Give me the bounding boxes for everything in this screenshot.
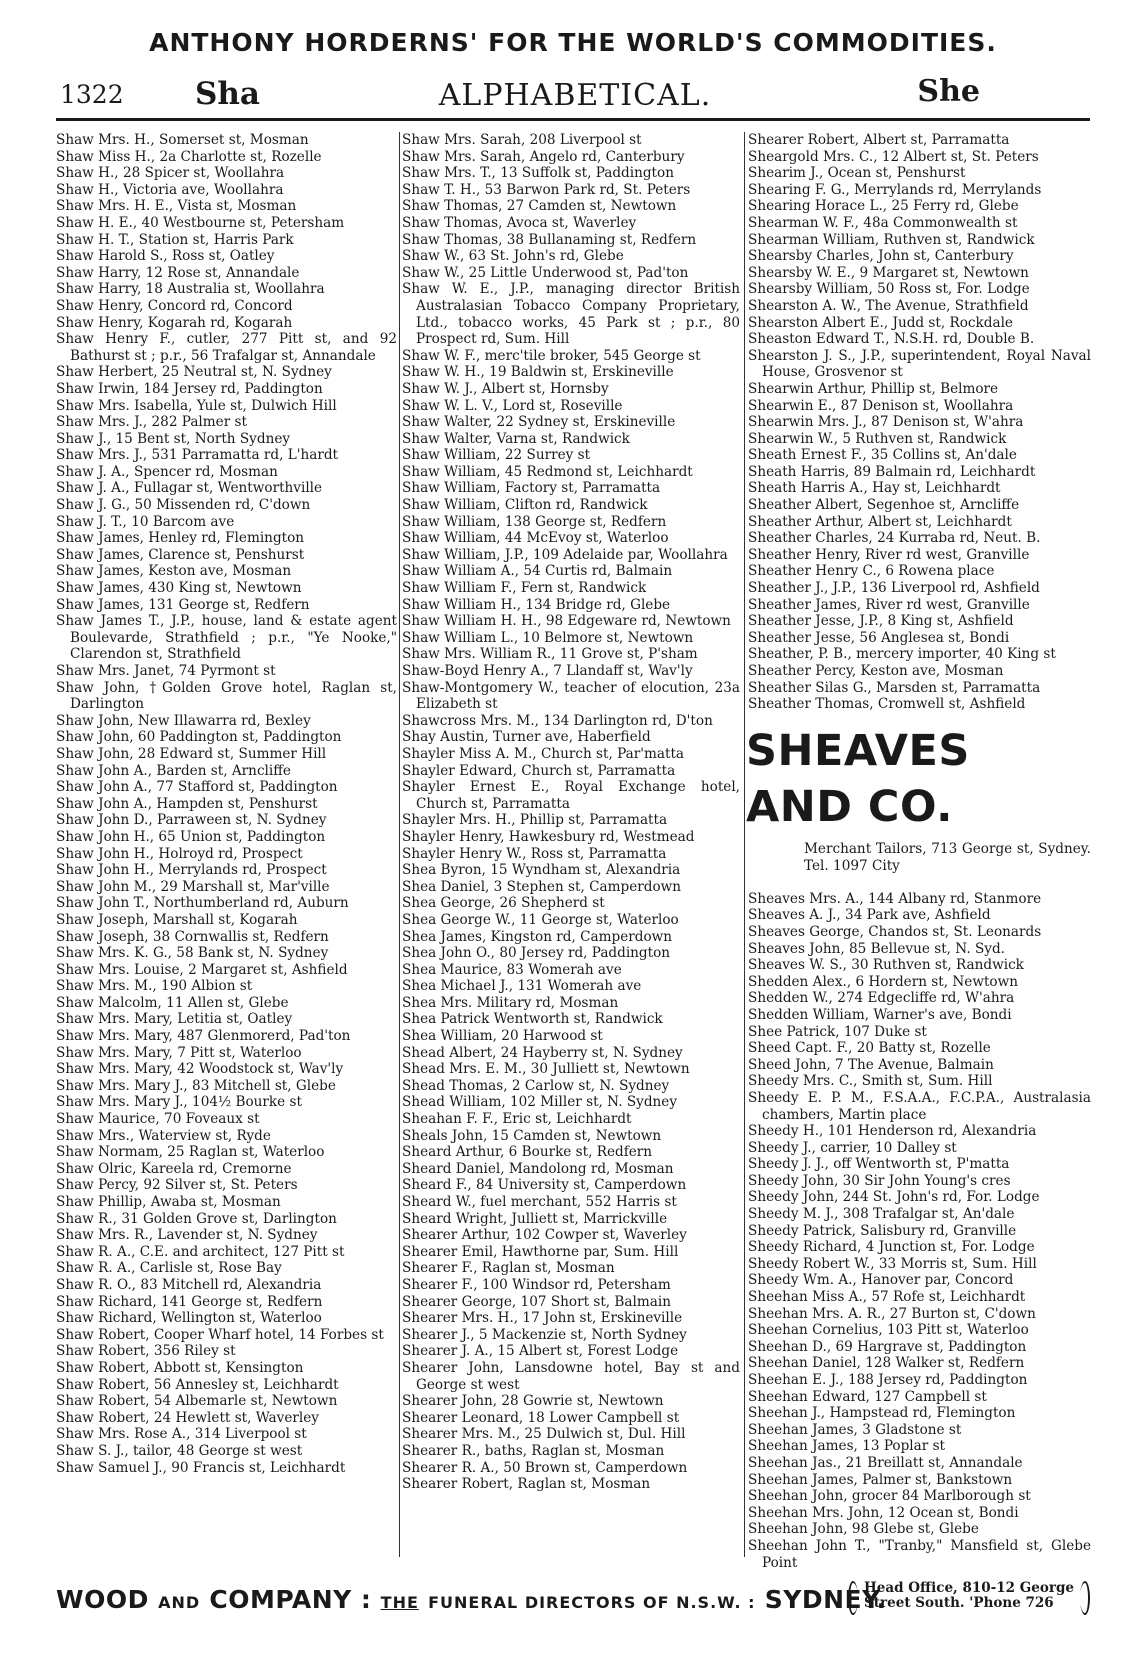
directory-entry: Sheather Arthur, Albert st, Leichhardt (748, 513, 1012, 530)
directory-entry: Sheather Percy, Keston ave, Mosman (748, 663, 1004, 679)
directory-entry: Shearwin W., 5 Ruthven st, Randwick (748, 430, 1007, 447)
directory-entry: Sheedy John, 30 Sir John Young's cres (748, 1172, 1011, 1189)
directory-entry: Shaw H. E., 40 Westbourne st, Petersham (56, 214, 345, 231)
directory-entry: Shaw Mrs., Waterview st, Ryde (56, 1127, 271, 1144)
directory-entry: Shaw Mrs. Mary, 7 Pitt st, Waterloo (56, 1044, 302, 1061)
directory-entry: Sheedy Wm. A., Hanover par, Concord (748, 1272, 1014, 1289)
directory-entry: Shaw John H., 65 Union st, Paddington (56, 828, 326, 845)
directory-entry: Sheath Harris, 89 Balmain rd, Leichhardt (748, 463, 1036, 480)
directory-entry: Sheehan John T., "Tranby," Mansfield st, Glebe Point (748, 1537, 1091, 1571)
directory-entry: Shea Patrick Wentworth st, Randwick (402, 1011, 663, 1028)
directory-entry: Shaw Phillip, Awaba st, Mosman (56, 1194, 281, 1210)
directory-entry: Shea William, 20 Harwood st (402, 1028, 603, 1045)
directory-entry: Shaw William L., 10 Belmore st, Newtown (402, 629, 694, 646)
advertisement-title: SHEAVES AND CO. (746, 725, 970, 832)
directory-entry: Sheather Charles, 24 Kurraba rd, Neut. B. (748, 530, 1041, 547)
directory-entry: Shaw Mrs. H. E., Vista st, Mosman (56, 198, 297, 215)
directory-entry: Sheedy J., carrier, 10 Dalley st (748, 1139, 957, 1156)
directory-entry: Shead Mrs. E. M., 30 Julliett st, Newtown (402, 1061, 690, 1078)
directory-entry: Shaw James T., J.P., house, land & estate agent Boulevarde, Strathfield ; p.r., "Ye Nooke," Clarendon st, Strathfield (56, 613, 397, 663)
directory-entry: Shaw Samuel J., 90 Francis st, Leichhardt (56, 1459, 346, 1476)
directory-entry: Shaw James, Henley rd, Flemington (56, 530, 305, 547)
directory-entry: Shaw W. E., J.P., managing director British Australasian Tobacco Company Proprietary, Ltd., tobacco works, 45 Park st ; p.r., 80 Prospect rd, Sum. Hill (402, 281, 740, 348)
directory-entry: Shaw Harry, 18 Australia st, Woollahra (56, 281, 325, 298)
directory-entry: Shaw Mrs. T., 13 Suffolk st, Paddington (402, 165, 674, 182)
directory-entry: Shaw James, Keston ave, Mosman (56, 563, 292, 580)
directory-entry: Shayler Henry W., Ross st, Parramatta (402, 845, 667, 862)
directory-entry: Shearer Leonard, 18 Lower Campbell st (402, 1409, 680, 1426)
directory-entry: Sheedy M. J., 308 Trafalgar st, An'dale (748, 1206, 1015, 1223)
directory-entry: Shead William, 102 Miller st, N. Sydney (402, 1094, 678, 1111)
column-divider-1 (399, 132, 400, 1557)
directory-entry: Shearwin Arthur, Phillip st, Belmore (748, 380, 999, 397)
directory-entry: Shaw Mrs. K. G., 58 Bank st, N. Sydney (56, 945, 329, 962)
footer-company-name-part: WOOD (56, 1585, 149, 1614)
directory-entry: Shaw Mrs. Mary J., 104½ Bourke st (56, 1094, 302, 1111)
directory-entry: Shayler Miss A. M., Church st, Par'matta (402, 745, 685, 762)
directory-entry: Shea Maurice, 83 Womerah ave (402, 961, 622, 978)
directory-entry: Sheehan James, 3 Gladstone st (748, 1421, 962, 1438)
directory-entry: Shaw Mrs. J., 531 Parramatta rd, L'hardt (56, 447, 339, 464)
directory-entry: Sheedy Patrick, Salisbury rd, Granville (748, 1222, 1017, 1239)
directory-entry: Shearing F. G., Merrylands rd, Merrylands (748, 181, 1042, 198)
directory-entry: Sheaves Mrs. A., 144 Albany rd, Stanmore (748, 890, 1042, 907)
directory-entry: Sheed Capt. F., 20 Batty st, Rozelle (748, 1040, 991, 1057)
directory-entry: Shearwin Mrs. J., 87 Denison st, W'ahra (748, 414, 1024, 431)
directory-entry: Sheather James, River rd west, Granville (748, 596, 1030, 613)
directory-entry: Shaw William, 138 George st, Redfern (402, 513, 667, 530)
directory-entry: Shaw Mrs. Janet, 74 Pyrmont st (56, 663, 276, 679)
directory-entry: Shaw John, New Illawarra rd, Bexley (56, 712, 311, 729)
directory-entry: Shaw J. G., 50 Missenden rd, C'down (56, 497, 311, 514)
directory-entry: Shaw Robert, Cooper Wharf hotel, 14 Forbes st (56, 1326, 384, 1343)
footer-advertisement (56, 1575, 1090, 1625)
directory-entry: Shaw John A., Barden st, Arncliffe (56, 762, 291, 779)
column-3-top-listings (748, 132, 1091, 713)
directory-entry: Sheedy Richard, 4 Junction st, For. Lodge (748, 1239, 1035, 1256)
directory-entry: Shearer Emil, Hawthorne par, Sum. Hill (402, 1243, 679, 1260)
directory-entry: Sheehan Mrs. John, 12 Ocean st, Bondi (748, 1504, 1019, 1521)
directory-entry: Sheaves A. J., 34 Park ave, Ashfield (748, 907, 991, 924)
directory-entry: Sheard F., 84 University st, Camperdown (402, 1177, 687, 1194)
directory-entry: Shaw H., Victoria ave, Woollahra (56, 181, 284, 198)
directory-entry: Shaw Percy, 92 Silver st, St. Peters (56, 1177, 298, 1194)
directory-entry: Shea Michael J., 131 Womerah ave (402, 978, 642, 995)
directory-entry: Shead Albert, 24 Hayberry st, N. Sydney (402, 1044, 683, 1061)
directory-entry: Shaw J., 15 Bent st, North Sydney (56, 430, 291, 447)
directory-entry: Shayler Henry, Hawkesbury rd, Westmead (402, 828, 695, 845)
section-title: ALPHABETICAL. (438, 78, 712, 113)
directory-entry: Shearer George, 107 Short st, Balmain (402, 1293, 671, 1310)
directory-entry: Shaw W. H., 19 Baldwin st, Erskineville (402, 364, 674, 381)
directory-entry: Shaw-Montgomery W., teacher of elocution, 23a Elizabeth st (402, 679, 740, 713)
directory-entry: Shaw H. T., Station st, Harris Park (56, 231, 294, 248)
directory-entry: Sheehan John, 98 Glebe st, Glebe (748, 1521, 979, 1538)
directory-entry: Sheedy Robert W., 33 Morris st, Sum. Hill (748, 1255, 1037, 1272)
directory-entry: Shaw William, J.P., 109 Adelaide par, Woollahra (402, 546, 728, 563)
directory-entry: Shaw Robert, 24 Hewlett st, Waverley (56, 1409, 319, 1426)
directory-entry: Shearer Robert, Raglan st, Mosman (402, 1476, 651, 1493)
directory-entry: Shearer R., baths, Raglan st, Mosman (402, 1442, 665, 1459)
directory-entry: Shea Mrs. Military rd, Mosman (402, 994, 619, 1011)
directory-entry: Sheedy H., 101 Henderson rd, Alexandria (748, 1123, 1037, 1140)
directory-entry: Shaw Mrs. H., Somerset st, Mosman (56, 132, 309, 148)
right-guide-word: She (917, 74, 980, 109)
directory-entry: Shaw Maurice, 70 Foveaux st (56, 1111, 260, 1128)
footer-the: THE (380, 1593, 419, 1612)
directory-entry: Shaw Irwin, 184 Jersey rd, Paddington (56, 380, 323, 397)
directory-entry: Shaw William H. H., 98 Edgeware rd, Newtown (402, 613, 731, 630)
directory-entry: Shaw T. H., 53 Barwon Park rd, St. Peters (402, 181, 691, 198)
directory-entry: Shayler Ernest E., Royal Exchange hotel, Church st, Parramatta (402, 779, 740, 812)
directory-entry: Shaw John, 60 Paddington st, Paddington (56, 729, 342, 746)
directory-entry: Sheedy J. J., off Wentworth st, P'matta (748, 1156, 1010, 1173)
directory-entry: Sheather Silas G., Marsden st, Parramatta (748, 679, 1041, 696)
directory-entry: Shaw Mrs. Mary, 42 Woodstock st, Wav'ly (56, 1061, 344, 1078)
directory-entry: Shearsby Charles, John st, Canterbury (748, 248, 1014, 265)
directory-entry: Shaw James, 131 George st, Redfern (56, 596, 310, 613)
directory-entry: Shaw Mrs. William R., 11 Grove st, P'sham (402, 646, 698, 663)
directory-entry: Shaw W., 25 Little Underwood st, Pad'ton (402, 264, 689, 281)
directory-entry: Shearer John, 28 Gowrie st, Newtown (402, 1393, 664, 1410)
directory-entry: Sheaves John, 85 Bellevue st, N. Syd. (748, 940, 1005, 957)
directory-entry: Sheed John, 7 The Avenue, Balmain (748, 1056, 994, 1073)
directory-entry: Shea George, 26 Shepherd st (402, 895, 605, 912)
directory-entry: Sheedy Mrs. C., Smith st, Sum. Hill (748, 1073, 993, 1090)
directory-entry: Shaw W. J., Albert st, Hornsby (402, 380, 609, 397)
footer-company-word: COMPANY : (209, 1585, 372, 1614)
directory-entry: Shaw R. A., Carlisle st, Rose Bay (56, 1260, 282, 1277)
directory-entry: Sheather Jesse, 56 Anglesea st, Bondi (748, 629, 1010, 646)
directory-entry: Shaw W. L. V., Lord st, Roseville (402, 397, 623, 414)
directory-entry: Shaw John M., 29 Marshall st, Mar'ville (56, 878, 330, 895)
directory-entry: Shaw R. O., 83 Mitchell rd, Alexandria (56, 1276, 322, 1293)
directory-entry: Sheehan Jas., 21 Breillatt st, Annandale (748, 1454, 1023, 1471)
directory-entry: Shearer John, Lansdowne hotel, Bay st and George st west (402, 1359, 740, 1393)
directory-entry: Shaw William, 44 McEvoy st, Waterloo (402, 530, 669, 547)
directory-entry: Shaw Herbert, 25 Neutral st, N. Sydney (56, 364, 332, 381)
directory-entry: Shaw John D., Parraween st, N. Sydney (56, 812, 327, 829)
directory-entry: Sheard W., fuel merchant, 552 Harris st (402, 1194, 677, 1210)
directory-entry: Shaw William H., 134 Bridge rd, Glebe (402, 596, 671, 613)
directory-entry: Shearer F., Raglan st, Mosman (402, 1260, 615, 1277)
directory-entry: Shea Byron, 15 Wyndham st, Alexandria (402, 862, 681, 879)
directory-entry: Sheather Henry, River rd west, Granville (748, 546, 1030, 563)
directory-entry: Shaw Mrs. M., 190 Albion st (56, 978, 253, 995)
directory-entry: Shaw John, †Golden Grove hotel, Raglan st, Darlington (56, 679, 397, 713)
directory-entry: Sheard Arthur, 6 Bourke st, Redfern (402, 1144, 653, 1161)
directory-entry: Shaw Mrs. R., Lavender st, N. Sydney (56, 1227, 318, 1244)
directory-entry: Shaw Thomas, 27 Camden st, Newtown (402, 198, 677, 215)
directory-entry: Shaw Richard, Wellington st, Waterloo (56, 1310, 322, 1327)
directory-entry: Sheehan John, grocer 84 Marlborough st (748, 1488, 1031, 1505)
directory-entry: Shay Austin, Turner ave, Haberfield (402, 729, 651, 746)
directory-entry: Sheehan J., Hampstead rd, Flemington (748, 1405, 1016, 1422)
directory-entry: Sheath Ernest F., 35 Collins st, An'dale (748, 447, 1017, 464)
directory-entry: Shaw Mrs. Isabella, Yule st, Dulwich Hill (56, 397, 337, 414)
directory-entry: Shaw R., 31 Golden Grove st, Darlington (56, 1210, 337, 1227)
directory-entry: Sheehan Daniel, 128 Walker st, Redfern (748, 1355, 1025, 1372)
directory-entry: Sheehan James, Palmer st, Bankstown (748, 1471, 1013, 1488)
directory-entry: Shee Patrick, 107 Duke st (748, 1023, 927, 1040)
directory-entry: Shaw Mrs. Mary J., 83 Mitchell st, Glebe (56, 1077, 336, 1094)
directory-entry: Shearer J., 5 Mackenzie st, North Sydney (402, 1326, 687, 1343)
directory-entry: Shayler Edward, Church st, Parramatta (402, 762, 676, 779)
directory-entry: Shaw Henry, Concord rd, Concord (56, 297, 293, 314)
directory-entry: Sheather J., J.P., 136 Liverpool rd, Ashfield (748, 580, 1040, 597)
directory-entry: Shea James, Kingston rd, Camperdown (402, 928, 673, 945)
footer-tagline: FUNERAL DIRECTORS OF N.S.W. : (428, 1593, 756, 1612)
directory-entry: Sheehan Cornelius, 103 Pitt st, Waterloo (748, 1322, 1029, 1339)
directory-entry: Shaw-Boyd Henry A., 7 Llandaff st, Wav'ly (402, 663, 693, 679)
directory-entry: Shea John O., 80 Jersey rd, Paddington (402, 945, 671, 962)
directory-entry: Shaw Mrs. Louise, 2 Margaret st, Ashfield (56, 961, 348, 978)
directory-entry: Shaw Harry, 12 Rose st, Annandale (56, 264, 300, 281)
directory-entry: Shayler Mrs. H., Phillip st, Parramatta (402, 812, 668, 829)
directory-entry: Shaw Robert, 356 Riley st (56, 1343, 236, 1360)
directory-entry: Shaw Mrs. Sarah, Angelo rd, Canterbury (402, 148, 685, 165)
directory-entry: Shaw William F., Fern st, Randwick (402, 580, 647, 597)
directory-entry: Sheard Daniel, Mandolong rd, Mosman (402, 1160, 674, 1177)
column-3 (746, 132, 1091, 1571)
directory-entry: Shearer F., 100 Windsor rd, Petersham (402, 1276, 671, 1293)
directory-entry: Sheedy E. P. M., F.S.A.A., F.C.P.A., Australasia chambers, Martin place (748, 1089, 1091, 1123)
directory-entry: Shaw J. T., 10 Barcom ave (56, 513, 235, 530)
directory-entry: Shaw W. F., merc'tile broker, 545 George st (402, 347, 701, 364)
directory-entry: Shaw Henry F., cutler, 277 Pitt st, and 92 Bathurst st ; p.r., 56 Trafalgar st, Annandale (56, 331, 397, 364)
directory-entry: Sheehan Edward, 127 Campbell st (748, 1388, 987, 1405)
footer-slogan (56, 1585, 887, 1614)
directory-entry: Shaw R. A., C.E. and architect, 127 Pitt st (56, 1243, 345, 1260)
directory-entry: Shaw John A., Hampden st, Penshurst (56, 795, 318, 812)
directory-entry: Shaw William, Clifton rd, Randwick (402, 497, 648, 514)
footer-city: SYDNEY. (764, 1585, 887, 1614)
directory-entry: Shedden W., 274 Edgecliffe rd, W'ahra (748, 990, 1015, 1007)
advertisement-text: Merchant Tailors, 713 George st, Sydney. Tel. 1097 City (804, 840, 1091, 874)
directory-entry: Shaw Richard, 141 George st, Redfern (56, 1293, 323, 1310)
directory-entry: Shearing Horace L., 25 Ferry rd, Glebe (748, 198, 1019, 215)
column-2 (402, 132, 740, 1557)
directory-entry: Shaw Miss H., 2a Charlotte st, Rozelle (56, 148, 322, 165)
directory-entry: Shaw W., 63 St. John's rd, Glebe (402, 248, 624, 265)
page-header (60, 74, 1090, 114)
directory-entry: Sheals John, 15 Camden st, Newtown (402, 1127, 662, 1144)
directory-entry: Sheaves W. S., 30 Ruthven st, Randwick (748, 957, 1024, 974)
directory-entry: Sheehan E. J., 188 Jersey rd, Paddington (748, 1372, 1028, 1388)
directory-entry: Shea Daniel, 3 Stephen st, Camperdown (402, 878, 682, 895)
footer-and: AND (158, 1593, 201, 1612)
directory-entry: Shaw John T., Northumberland rd, Auburn (56, 895, 349, 912)
directory-entry: Sheather Jesse, J.P., 8 King st, Ashfield (748, 613, 1014, 630)
directory-entry: Sheather Thomas, Cromwell st, Ashfield (748, 696, 1026, 713)
directory-entry: Shaw William A., 54 Curtis rd, Balmain (402, 563, 673, 580)
directory-entry: Shearman W. F., 48a Commonwealth st (748, 214, 1018, 231)
directory-entry: Sheath Harris A., Hay st, Leichhardt (748, 480, 1001, 497)
directory-entry: Shaw James, 430 King st, Newtown (56, 580, 302, 597)
footer-address-box (854, 1581, 1084, 1611)
directory-entry: Shearer Mrs. M., 25 Dulwich st, Dul. Hill (402, 1426, 686, 1443)
directory-entry: Shaw William, 45 Redmond st, Leichhardt (402, 463, 693, 480)
directory-entry: Sheedy John, 244 St. John's rd, For. Lodge (748, 1189, 1040, 1206)
directory-entry: Sheehan D., 69 Hargrave st, Paddington (748, 1338, 1027, 1355)
directory-entry: Shaw John H., Merrylands rd, Prospect (56, 862, 327, 879)
directory-entry: Shea George W., 11 George st, Waterloo (402, 911, 679, 928)
directory-entry: Shaw H., 28 Spicer st, Woollahra (56, 165, 285, 182)
directory-entry: Shearston Albert E., Judd st, Rockdale (748, 314, 1013, 331)
directory-entry: Shaw Robert, Abbott st, Kensington (56, 1359, 304, 1376)
directory-entry: Shaw Mrs. J., 282 Palmer st (56, 414, 247, 431)
directory-entry: Shearer R. A., 50 Brown st, Camperdown (402, 1459, 688, 1476)
directory-entry: Shaw John H., Holroyd rd, Prospect (56, 845, 303, 862)
directory-entry: Shaw Mrs. Mary, 487 Glenmorerd, Pad'ton (56, 1028, 351, 1045)
directory-entry: Sheehan Miss A., 57 Rofe st, Leichhardt (748, 1289, 1026, 1306)
directory-entry: Shedden William, Warner's ave, Bondi (748, 1006, 1012, 1023)
directory-entry: Shead Thomas, 2 Carlow st, N. Sydney (402, 1077, 670, 1094)
directory-entry: Shaw J. A., Fullagar st, Wentworthville (56, 480, 323, 497)
directory-entry: Shaw William, 22 Surrey st (402, 447, 591, 464)
directory-entry: Shearsby William, 50 Ross st, For. Lodge (748, 281, 1030, 298)
directory-entry: Shaw Thomas, Avoca st, Waverley (402, 214, 637, 231)
directory-entry: Shaw Mrs. Sarah, 208 Liverpool st (402, 132, 642, 148)
directory-entry: Sheather Henry C., 6 Rowena place (748, 563, 995, 580)
directory-entry: Shaw Walter, Varna st, Randwick (402, 430, 630, 447)
directory-entry: Shaw Walter, 22 Sydney st, Erskineville (402, 414, 676, 431)
column-1 (56, 132, 397, 1557)
directory-entry: Shearer J. A., 15 Albert st, Forest Lodge (402, 1343, 679, 1360)
directory-entry: Shedden Alex., 6 Hordern st, Newtown (748, 973, 1018, 990)
directory-entry: Shaw S. J., tailor, 48 George st west (56, 1442, 303, 1459)
directory-entry: Shearman William, Ruthven st, Randwick (748, 231, 1035, 248)
directory-entry: Shearim J., Ocean st, Penshurst (748, 165, 966, 182)
directory-entry: Shaw William, Factory st, Parramatta (402, 480, 661, 497)
directory-entry: Shearsby W. E., 9 Margaret st, Newtown (748, 264, 1029, 281)
directory-entry: Shaw Henry, Kogarah rd, Kogarah (56, 314, 293, 331)
directory-entry: Sheather, P. B., mercery importer, 40 King st (748, 646, 1056, 663)
directory-entry: Sheehan Mrs. A. R., 27 Burton st, C'down (748, 1305, 1036, 1322)
directory-entry: Sheehan James, 13 Poplar st (748, 1438, 946, 1455)
column-divider-2 (744, 132, 745, 1557)
directory-entry: Shaw James, Clarence st, Penshurst (56, 546, 305, 563)
header-rule (56, 118, 1090, 121)
footer-address-line-1: Head Office, 810-12 George (864, 1580, 1074, 1596)
directory-entry: Shaw Mrs. Rose A., 314 Liverpool st (56, 1426, 307, 1443)
directory-entry: Sheather Albert, Segenhoe st, Arncliffe (748, 497, 1020, 514)
directory-entry: Sheargold Mrs. C., 12 Albert st, St. Peters (748, 148, 1039, 165)
directory-entry: Shearer Robert, Albert st, Parramatta (748, 132, 1010, 148)
footer-address-line-2: Street South. 'Phone 726 (864, 1595, 1054, 1611)
directory-entry: Shaw John A., 77 Stafford st, Paddington (56, 779, 338, 796)
directory-entry: Shawcross Mrs. M., 134 Darlington rd, D'ton (402, 712, 713, 729)
directory-entry: Shearston A. W., The Avenue, Strathfield (748, 297, 1029, 314)
directory-entry: Shaw Olric, Kareela rd, Cremorne (56, 1160, 292, 1177)
directory-entry: Shearston J. S., J.P., superintendent, Royal Naval House, Grosvenor st (748, 347, 1091, 381)
directory-entry: Shaw Joseph, Marshall st, Kogarah (56, 911, 298, 928)
directory-entry: Shaw Mrs. Mary, Letitia st, Oatley (56, 1011, 293, 1028)
directory-entry: Shaw Robert, 56 Annesley st, Leichhardt (56, 1376, 339, 1393)
top-banner: ANTHONY HORDERNS' FOR THE WORLD'S COMMODITIES. (149, 28, 997, 57)
directory-entry: Shaw Harold S., Ross st, Oatley (56, 248, 275, 265)
directory-entry: Shaw Joseph, 38 Cornwallis st, Redfern (56, 928, 329, 945)
directory-entry: Shaw Normam, 25 Raglan st, Waterloo (56, 1144, 325, 1161)
directory-entry: Shearer Arthur, 102 Cowper st, Waverley (402, 1227, 687, 1244)
directory-entry: Shaw Malcolm, 11 Allen st, Glebe (56, 994, 289, 1011)
left-guide-word: Sha (195, 76, 261, 112)
directory-entry: Shaw Robert, 54 Albemarle st, Newtown (56, 1393, 338, 1410)
directory-entry: Shearwin E., 87 Denison st, Woollahra (748, 397, 1014, 414)
directory-entry: Shaw J. A., Spencer rd, Mosman (56, 463, 278, 480)
directory-entry: Sheahan F. F., Eric st, Leichhardt (402, 1111, 632, 1128)
directory-entry: Shearer Mrs. H., 17 John st, Erskineville (402, 1310, 683, 1327)
page-number: 1322 (60, 80, 124, 109)
directory-entry: Shaw Thomas, 38 Bullanaming st, Redfern (402, 231, 697, 248)
directory-entry: Shaw John, 28 Edward st, Summer Hill (56, 745, 327, 762)
directory-entry: Sheaston Edward T., N.S.H. rd, Double B. (748, 331, 1035, 348)
column-3-bottom-listings (748, 891, 1091, 1571)
directory-entry: Sheaves George, Chandos st, St. Leonards (748, 923, 1042, 940)
directory-entry: Sheard Wright, Julliett st, Marrickville (402, 1210, 668, 1227)
